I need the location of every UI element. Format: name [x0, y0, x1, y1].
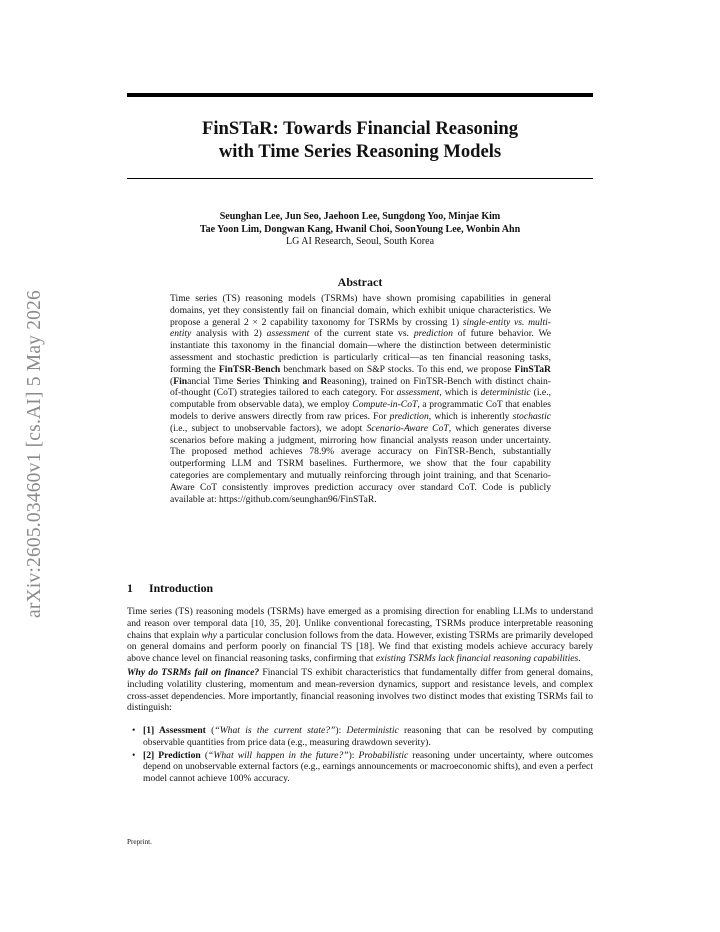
bullet-marker: • [132, 725, 136, 736]
affiliation: LG AI Research, Seoul, South Korea [285, 236, 435, 248]
author-line-1: Seunghan Lee, Jun Seo, Jaehoon Lee, Sungdong Yoo, Minjae Kim [219, 211, 501, 222]
section-heading-introduction [127, 581, 593, 596]
title-bottom-rule [127, 178, 593, 179]
preprint-note: Preprint. [127, 838, 152, 846]
arxiv-side-stamp [20, 264, 50, 644]
taxonomy-size: 2 × 2 [244, 316, 267, 328]
author-line-2: Tae Yoon Lim, Dongwan Kang, Hwanil Choi, SoonYoung Lee, Wonbin Ahn [199, 223, 521, 235]
title-line-2: with Time Series Reasoning Models [218, 141, 502, 162]
arxiv-identifier: arXiv:2605.03460v1 [cs.AI] 5 May 2026 [24, 289, 45, 619]
bullet-marker: • [132, 749, 136, 761]
section-number: 1 [127, 581, 133, 595]
author-block [127, 211, 593, 249]
title-top-rule [127, 93, 593, 97]
list-item-assessment: • [1] Assessment (“What is the current state?”): Deterministic reasoning that can be resolved by computing observable quantities from price data (e.g., measuring drawdown severity). [132, 725, 593, 748]
title-line-1: FinSTaR: Towards Financial Reasoning [201, 118, 518, 139]
method-name: FinSTaR [514, 363, 551, 375]
intro-paragraph-2: Why do TSRMs fail on finance? Financial TS exhibit characteristics that fundamentally differ from general domains, including volatility clustering, momentum and mean-reversion dynamics, support and resistance levels, and complex cross-asset dependencies. More importantly, financial reasoning involves two distinct modes that existing TSRMs fail to distinguish: [127, 667, 593, 714]
intro-paragraph-1: Time series (TS) reasoning models (TSRMs) have emerged as a promising direction for enabling LLMs to understand and reason over temporal data [10, 35, 20]. Unlike conventional forecasting, TSRMs produce interpretable reasoning chains that explain why a particular conclusion follows from the data. However, existing TSRMs are primarily developed on general domains and perform poorly on financial TS [18]. We find that existing models achieve accuracy barely above chance level on financial reasoning tasks, confirming that existing TSRMs lack financial reasoning capabilities. [127, 606, 593, 665]
benchmark-name: FinTSR-Bench [218, 363, 281, 375]
section-title: Introduction [149, 581, 214, 595]
reasoning-modes-list [132, 725, 593, 786]
abstract-body: Time series (TS) reasoning models (TSRMs) have shown promising capabilities in general domains, yet they consistently fail on financial domain, which exhibit unique characteristics. We propose a general 2 × 2 capability taxonomy for TSRMs by crossing 1) single-entity vs. multi-entity analysis with 2) assessment of the current state vs. prediction of future behavior. We instantiate this taxonomy in the financial domain—where the distinction between deterministic assessment and stochastic prediction is particularly critical—as ten financial reasoning tasks, forming the FinTSR-Bench benchmark based on S&P stocks. To this end, we propose FinSTaR (Financial Time Series Thinking and Reasoning), trained on FinTSR-Bench with distinct chain-of-thought (CoT) strategies tailored to each category. For assessment, which is deterministic (i.e., computable from observable data), we employ Compute-in-CoT, a programmatic CoT that enables models to derive answers directly from raw prices. For prediction, which is inherently stochastic (i.e., subject to unobservable factors), we adopt Scenario-Aware CoT, which generates diverse scenarios before making a judgment, mirroring how financial analysts reason under uncertainty. The proposed method achieves 78.9% average accuracy on FinTSR-Bench, substantially outperforming LLM and TSRM baselines. Furthermore, we show that the four capability categories are complementary and mutually reinforcing through joint training, and that Scenario-Aware CoT consistently improves prediction accuracy over standard CoT. Code is publicly available at: https://github.com/seunghan96/FinSTaR. [170, 293, 551, 505]
paragraph-lead: Why do TSRMs fail on finance? [127, 667, 260, 678]
abstract-heading: Abstract [337, 275, 383, 289]
list-item-prediction: • [2] Prediction (“What will happen in the future?”): Probabilistic reasoning under uncertainty, where outcomes depend on unobservable external factors (e.g., earnings announcements or macroeconomic shifts), and even a perfect model cannot achieve 100% accuracy. [132, 749, 593, 785]
paper-title [127, 117, 593, 163]
